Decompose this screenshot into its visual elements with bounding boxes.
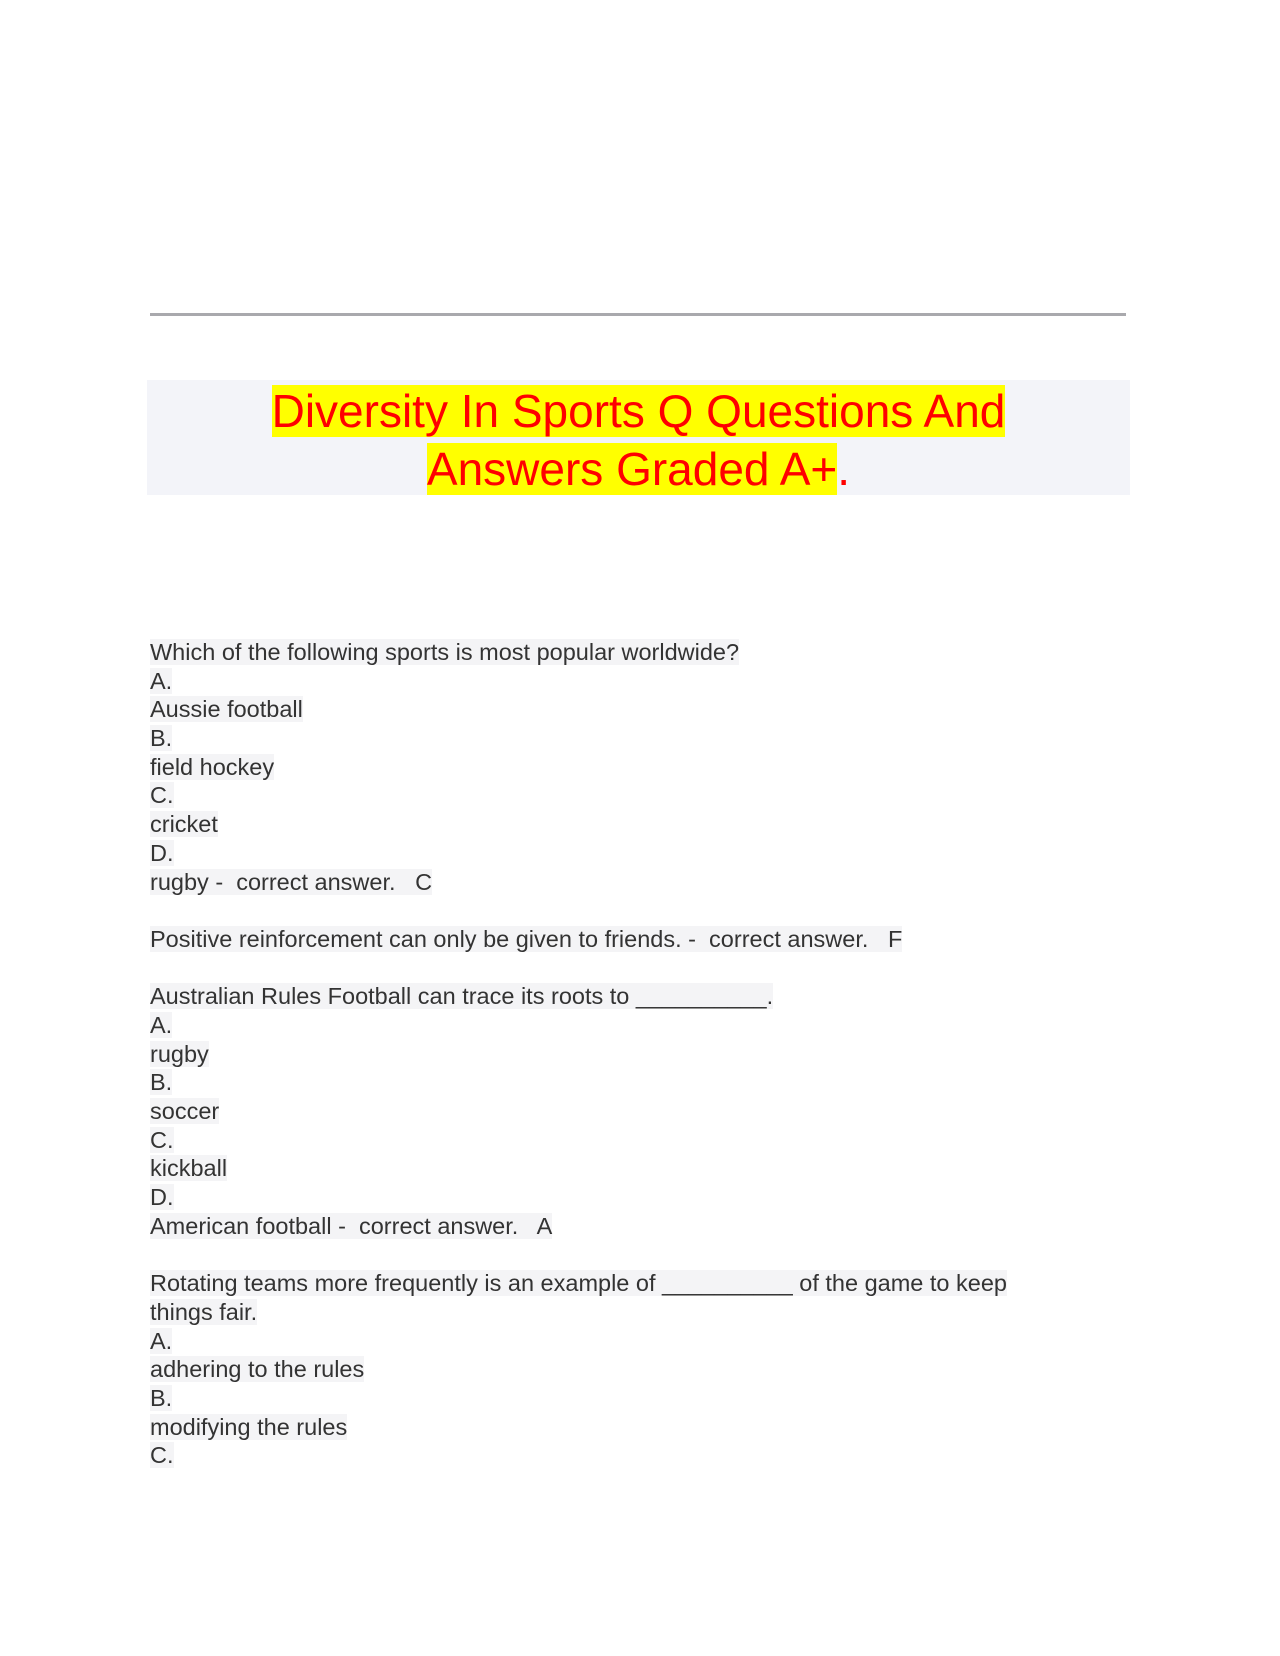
- title-text-1: Diversity In Sports Q Questions And: [271, 385, 1006, 437]
- option-text: cricket: [150, 811, 218, 838]
- option-letter: A.: [150, 667, 173, 694]
- qa-content: [150, 638, 1140, 1470]
- option-letter: B.: [150, 1384, 173, 1411]
- option-text: field hockey: [150, 753, 275, 780]
- question-text-continued: things fair.: [150, 1298, 258, 1325]
- option-letter: C.: [150, 1126, 174, 1153]
- option-text: Aussie football: [150, 696, 303, 723]
- option-letter: B.: [150, 725, 173, 752]
- option-letter: C.: [150, 782, 174, 809]
- option-text: kickball: [150, 1155, 228, 1182]
- title-period: .: [837, 443, 851, 495]
- option-letter: B.: [150, 1069, 173, 1096]
- question-text: Rotating teams more frequently is an example of __________ of the game to keep: [150, 1270, 1007, 1297]
- option-letter: C.: [150, 1442, 174, 1469]
- option-letter: D.: [150, 1184, 174, 1211]
- option-letter: A.: [150, 1327, 173, 1354]
- option-text: soccer: [150, 1098, 220, 1124]
- question-text: Which of the following sports is most popular worldwide?: [150, 639, 740, 665]
- option-answer-text: rugby - correct answer. C: [150, 868, 433, 895]
- title-line-1: [147, 384, 1130, 438]
- option-text: rugby: [150, 1040, 209, 1067]
- option-text: adhering to the rules: [150, 1356, 365, 1383]
- title-line-2: [147, 442, 1130, 496]
- horizontal-divider: [150, 313, 1126, 316]
- option-answer-text: American football - correct answer. A: [150, 1212, 553, 1239]
- question-text: Australian Rules Football can trace its roots to __________.: [150, 983, 774, 1010]
- question-block-4: [150, 1269, 1140, 1470]
- option-text: modifying the rules: [150, 1413, 348, 1440]
- question-answer-text: Positive reinforcement can only be given to friends. - correct answer. F: [150, 925, 903, 952]
- question-block-1: [150, 638, 1140, 896]
- option-letter: D.: [150, 839, 174, 866]
- option-letter: A.: [150, 1011, 173, 1038]
- title-text-2: Answers Graded A+: [426, 443, 838, 495]
- title-block: [147, 380, 1130, 495]
- question-block-2: [150, 925, 1140, 954]
- question-block-3: [150, 982, 1140, 1240]
